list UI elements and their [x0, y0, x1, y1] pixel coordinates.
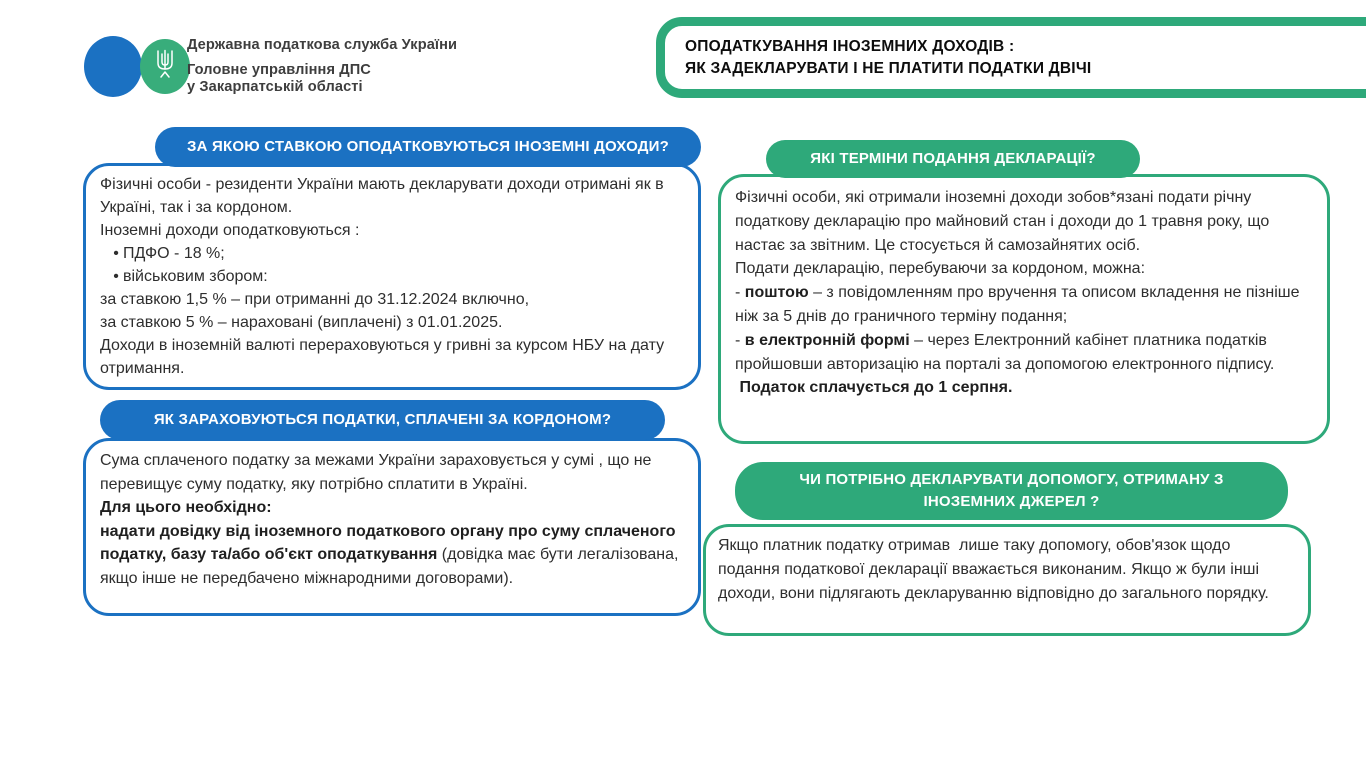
body-text: Подати декларацію, перебуваючи за кордоном, можна:: [735, 260, 1146, 278]
bullet-dot: •: [113, 268, 119, 285]
section-heading-tax-credit-abroad: ЯК ЗАРАХОВУЮТЬСЯ ПОДАТКИ, СПЛАЧЕНІ ЗА КОРДОНОМ?: [100, 400, 665, 440]
trident-icon: [154, 49, 176, 84]
page-title: [656, 17, 1366, 98]
section-heading-declare-foreign-aid: ЧИ ПОТРІБНО ДЕКЛАРУВАТИ ДОПОМОГУ, ОТРИМАНУ З ІНОЗЕМНИХ ДЖЕРЕЛ ?: [735, 462, 1288, 520]
bullet-text: військовим збором:: [123, 268, 268, 285]
body-text: за ставкою 1,5 % – при отриманні до 31.12.2024 включно,: [100, 291, 530, 308]
org-line-3: у Закарпатській області: [187, 79, 363, 95]
section-body-declare-foreign-aid: [703, 524, 1311, 636]
bullet-item: [100, 242, 684, 265]
body-text: – з повідомленням про вручення та описом вкладення не пізніше ніж за 5 днів до граничного терміну подання;: [735, 284, 1304, 325]
logo-green-circle: [140, 39, 190, 94]
bullet-item: [100, 265, 684, 288]
section-body-tax-credit-abroad: [83, 438, 701, 616]
section-heading-declaration-deadlines: ЯКІ ТЕРМІНИ ПОДАННЯ ДЕКЛАРАЦІЇ?: [766, 140, 1140, 178]
body-text: Якщо платник податку отримав лише таку допомогу, обов'язок щодо подання податкової декларації вважається виконаним. Якщо ж були інші доходи, вони підлягають декларуванню відповідно до загального порядку.: [718, 537, 1269, 602]
body-text: [735, 376, 1313, 400]
body-text: Фізичні особи, які отримали іноземні доходи зобов*язані подати річну податкову декларацію про майновий стан і доходи до 1 травня року, що настає за звітним. Це стосується й самозайнятих осіб.: [735, 189, 1274, 254]
logo-blue-circle: [84, 36, 142, 97]
bold-text: в електронній формі: [744, 331, 910, 349]
org-line-1: Державна податкова служба України: [187, 37, 458, 53]
page-title-line-2: ЯК ЗАДЕКЛАРУВАТИ І НЕ ПЛАТИТИ ПОДАТКИ ДВІЧІ: [685, 59, 1092, 77]
body-text: [100, 496, 684, 520]
organization-name: [187, 37, 457, 96]
page-title-line-1: ОПОДАТКУВАННЯ ІНОЗЕМНИХ ДОХОДІВ :: [685, 37, 1015, 55]
body-text: Сума сплаченого податку за межами України зараховується у сумі , що не перевищує суму податку, яку потрібно сплатити в Україні.: [100, 452, 656, 493]
bold-text: поштою: [744, 284, 809, 302]
body-text: Іноземні доходи оподатковуються :: [100, 222, 360, 239]
section-body-foreign-income-rates: [83, 163, 701, 390]
dash: -: [735, 331, 745, 349]
body-text: [735, 329, 1313, 377]
bold-text: Податок сплачується до 1 серпня.: [735, 379, 1013, 397]
bold-text: Для цього необхідно:: [100, 499, 272, 516]
dash: -: [735, 284, 745, 302]
body-text: за ставкою 5 % – нараховані (виплачені) з 01.01.2025.: [100, 314, 503, 331]
body-text: Фізичні особи - резиденти України мають декларувати доходи отримані як в Україні, так і за кордоном.: [100, 176, 669, 216]
body-text: [100, 520, 684, 591]
section-heading-foreign-income-rates: ЗА ЯКОЮ СТАВКОЮ ОПОДАТКОВУЮТЬСЯ ІНОЗЕМНІ ДОХОДИ?: [155, 127, 701, 167]
body-text: – через Електронний кабінет платника податків пройшовши авторизацію на порталі за допомогою електронного підпису.: [735, 331, 1275, 373]
bold-text: надати довідку від іноземного податкового органу про суму сплаченого податку, базу та/або об'єкт оподаткування: [100, 522, 680, 563]
org-line-2: Головне управління ДПС: [187, 62, 371, 78]
bullet-dot: •: [113, 245, 119, 262]
bullet-text: ПДФО - 18 %;: [123, 245, 225, 262]
section-body-declaration-deadlines: [718, 174, 1330, 444]
body-text: (довідка має бути легалізована, якщо інше не передбачено міжнародними договорами).: [100, 546, 683, 587]
body-text: [735, 281, 1313, 329]
body-text: Доходи в іноземній валюті перераховуються у гривні за курсом НБУ на дату отримання.: [100, 337, 669, 377]
